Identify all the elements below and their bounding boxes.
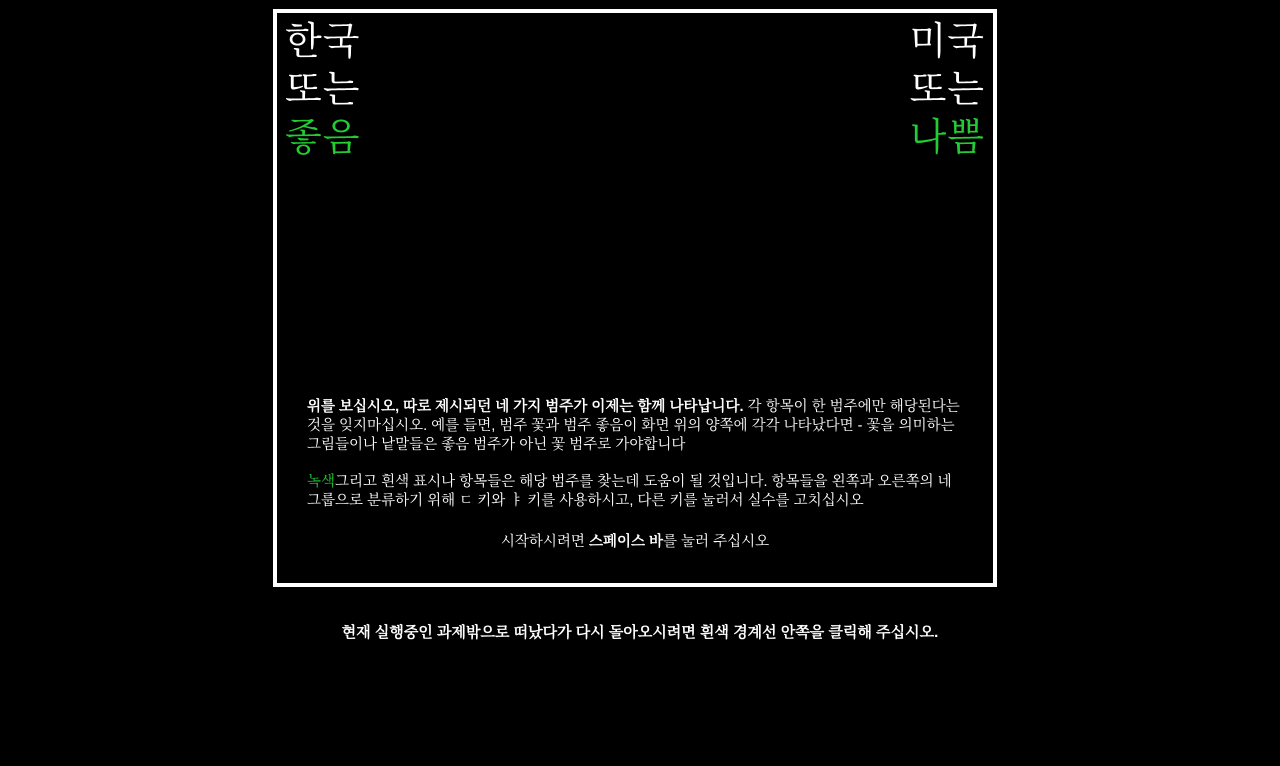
start-prompt-suffix: 를 눌러 주십시오 [663,534,770,550]
task-frame-inner [277,13,993,583]
task-frame[interactable] [273,9,997,587]
category-right-line1: 미국 [909,21,985,63]
start-prompt [307,533,963,552]
footer-note: 현재 실행중인 과제밖으로 떠났다가 다시 돌아오시려면 흰색 경계선 안쪽을 클릭해 주십시오. [341,624,939,641]
category-left [285,23,505,167]
instruction-paragraph-1-bold: 위를 보십시오, 따로 제시되던 네 가지 범주가 이제는 함께 나타납니다. [307,399,744,415]
start-prompt-key: 스페이스 바 [588,534,664,550]
category-left-line1: 한국 [285,21,361,63]
start-prompt-prefix: 시작하시려면 [500,534,589,550]
category-left-line3: 좋음 [285,117,361,159]
instruction-paragraph-1-rest: 각 항목이 한 범주에만 해당된다는 것을 잊지마십시오. 예를 들면, 범주 꽃과 범주 좋음이 화면 위의 양쪽에 각각 나타났다면 - 꽃을 의미하는 그림들이나 낱말들은 좋음 범주가 아닌 꽃 범주로 가야합니다 [307,399,960,453]
category-right [765,23,985,167]
category-left-line2: 또는 [285,69,361,111]
instruction-paragraph-2 [307,473,963,511]
category-right-line3: 나쁨 [909,117,985,159]
instruction-paragraph-2-green: 녹색 [307,474,336,490]
instructions [307,398,963,570]
category-right-line2: 또는 [909,69,985,111]
instruction-paragraph-2-rest: 그리고 흰색 표시나 항목들은 해당 범주를 찾는데 도움이 될 것입니다. 항목들을 왼쪽과 오른쪽의 네 그룹으로 분류하기 위해 ㄷ 키와 ㅑ 키를 사용하시고, 다른 키를 눌러서 실수를 고치십시오 [307,474,952,509]
instruction-paragraph-1 [307,398,963,455]
